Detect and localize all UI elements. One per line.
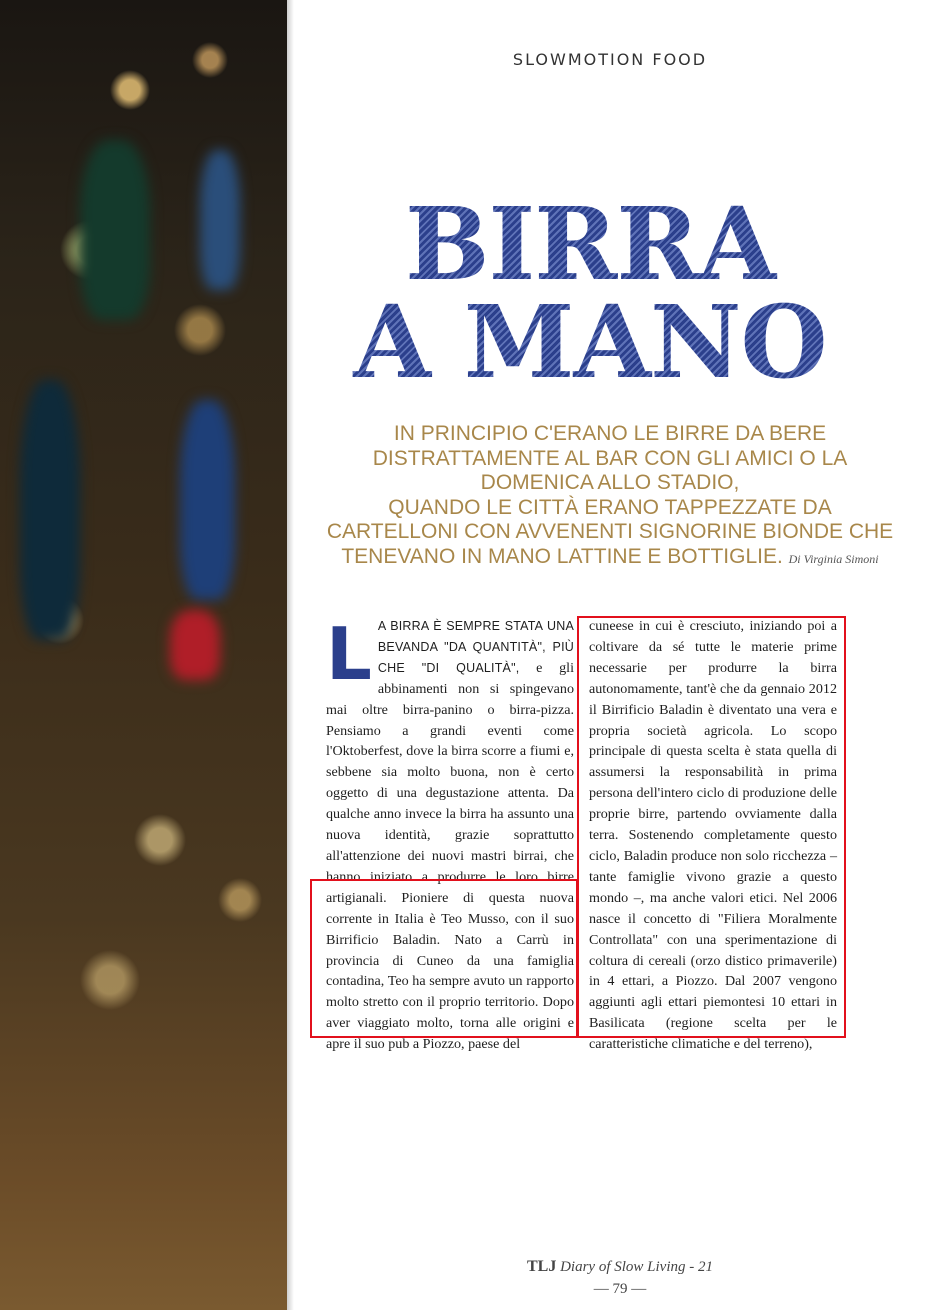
deck-line: IN PRINCIPIO C'ERANO LE BIRRE DA BERE [393,422,827,445]
bar-photo [0,0,287,1310]
section-label: SLOWMOTION FOOD [512,50,708,69]
publication-name: Diary of Slow Living - 21 [560,1259,713,1275]
byline: Di Virginia Simoni [788,551,879,566]
article-title [330,185,850,401]
column-1-text: e gli abbinamenti non si spingevano mai oltre birra-panino o birra-pizza. Pensiamo a grandi eventi come l'Oktoberfest, dove la birra scorre a fiumi e, sebbene sia molto buona, non è certo oggetto di una degustazione attenta. Da qualche anno invece la birra ha assunto una nuova identità, grazie soprattutto all'attenzione dei nuovi mastri birrai, che hanno iniziato a produrre le loro birre artigianali. Pioniere di questa nuova corrente in Italia è Teo Musso, con il suo Birrificio Baladin. Nato a Carrù in provincia di Cuneo da una famiglia contadina, Teo ha sempre avuto un rapporto molto stretto con il proprio territorio. Dopo aver viaggiato molto, torna alle origini e apre il suo pub a Piozzo, paese del [326,659,574,1053]
page-number: — 79 — [593,1281,647,1297]
deck-line: DISTRATTAMENTE AL BAR CON GLI AMICI O LA [372,446,848,470]
lead-in: A BIRRA È SEMPRE STATA UNA BEVANDA "DA QUANTITÀ", PIÙ CHE "DI QUALITÀ", [377,619,574,675]
title-line-1: BIRRA [404,185,776,303]
title-line-2: A MANO [353,283,827,401]
drop-cap: L [326,612,372,696]
highlight-box-column-1 [310,879,578,1038]
highlight-box-column-2 [577,616,846,1038]
deck-line: TENEVANO IN MANO LATTINE E BOTTIGLIE. [341,544,783,568]
deck-line: QUANDO LE CITTÀ ERANO TAPPEZZATE DA [388,495,832,519]
article-deck [300,422,920,571]
column-2-text: cuneese in cui è cresciuto, iniziando poi a coltivare da sé tutte le materie prime necessarie per produrre la birra autonomamente, tant'è che da gennaio 2012 il Birrificio Baladin è diventato una vera e propria società agricola. Lo scopo principale di questa scelta è stata quella di assumersi la responsabilità in prima persona dell'intero ciclo di produzione delle proprie birre, partendo ovviamente dalla terra. Sostenendo completamente questo ciclo, Baladin produce non solo ricchezza – tante famiglie vivono grazie a questo mondo –, ma anche valori etici. Nel 2006 nasce il concetto di "Filiera Moralmente Controllata" con una sperimentazione di coltura di cereali (orzo distico primaverile) in 4 ettari, a Piozzo. Dal 2007 vengono aggiunti agli ettari piemontesi 10 ettari in Basilicata (regione scelta per le caratteristiche climatiche e del terreno), [589,618,837,1053]
footer [430,1258,810,1276]
deck-line: DOMENICA ALLO STADIO, [480,471,740,494]
page-fold-shadow [287,0,294,1310]
magazine-logo: TLJ [526,1258,557,1275]
deck-line: CARTELLONI CON AVVENENTI SIGNORINE BIONDE CHE [326,520,894,543]
